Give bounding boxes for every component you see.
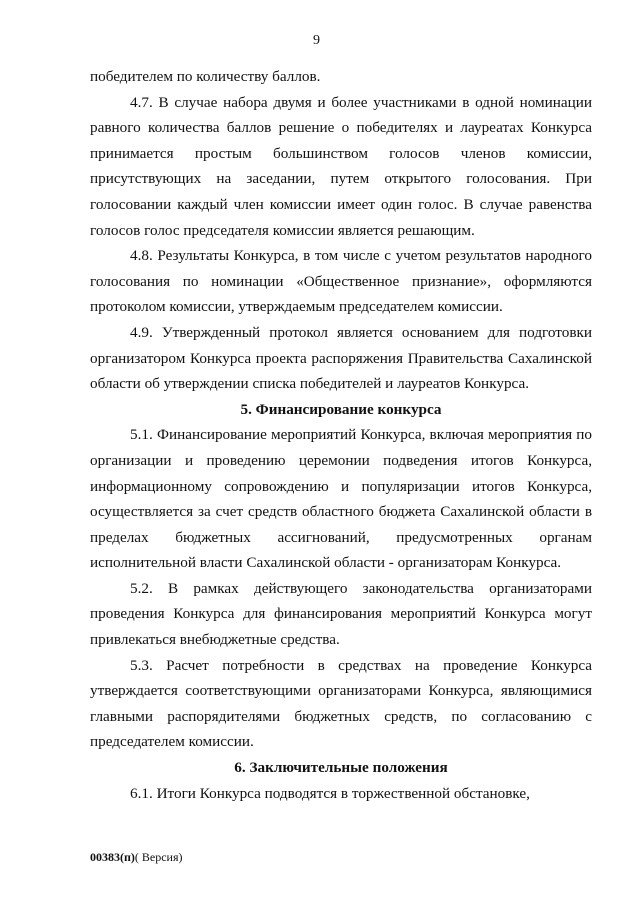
paragraph-continuation: победителем по количеству баллов. [90, 68, 321, 85]
paragraph-5-1: 5.1. Финансирование мероприятий Конкурса, включая мероприятия по организации и проведению церемонии подведения итогов Конкурса, информационному сопровождению и популяризации итогов Конкурса, осуществляется за счет средств областного бюджета Сахалинской области в пределах бюджетных ассигнований, предусмотренных органам исполнительной власти Сахалинской области - организаторам Конкурса. [90, 426, 592, 572]
paragraph-5-3: 5.3. Расчет потребности в средствах на проведение Конкурса утверждается соответствующими организаторами Конкурса, являющимися главными распорядителями бюджетных средств, по согласованию с председателем комиссии. [90, 656, 592, 751]
paragraph-5-2: 5.2. В рамках действующего законодательства организаторами проведения Конкурса для финансирования мероприятий Конкурса могут привлекаться внебюджетные средства. [90, 579, 592, 649]
paragraph-6-1: 6.1. Итоги Конкурса подводятся в торжественной обстановке, [130, 784, 530, 802]
paragraph-4-7: 4.7. В случае набора двумя и более участниками в одной номинации равного количества баллов решение о победителях и лауреатах Конкурса принимается простым большинством голосов членов комиссии, присутствующих на заседании, путем открытого голосования. При голосовании каждый член комиссии имеет один голос. В случае равенства голосов голос председателя комиссии является решающим. [90, 93, 592, 239]
paragraph-4-8: 4.8. Результаты Конкурса, в том числе с учетом результатов народного голосования по номинации «Общественное признание», оформляются протоколом комиссии, утверждаемым председателем комиссии. [90, 247, 592, 316]
section-heading-5: 5. Финансирование конкурса [240, 400, 442, 418]
page-number: 9 [313, 33, 320, 48]
document-body [90, 64, 592, 806]
paragraph-4-9: 4.9. Утвержденный протокол является основанием для подготовки организатором Конкурса проекта распоряжения Правительства Сахалинской области об утверждении списка победителей и лауреатов Конкурса. [90, 323, 592, 393]
document-code: 00383(п) [90, 850, 135, 864]
section-heading-6: 6. Заключительные положения [234, 759, 448, 777]
document-footer [90, 851, 183, 863]
document-version: ( Версия) [134, 850, 183, 864]
